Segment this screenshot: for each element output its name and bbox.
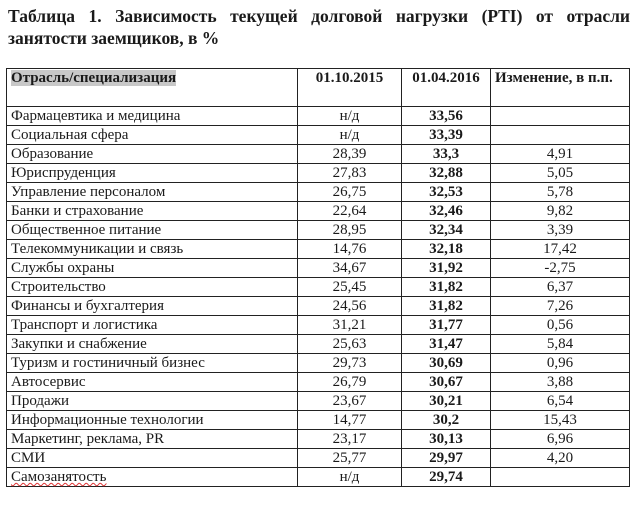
change-cell — [491, 107, 630, 126]
change-cell: 5,84 — [491, 335, 630, 354]
value-2015-cell: н/д — [298, 107, 402, 126]
header-date-2015: 01.10.2015 — [298, 69, 402, 107]
value-2016-cell: 30,13 — [402, 430, 491, 449]
industry-cell: Социальная сфера — [7, 126, 298, 145]
change-cell — [491, 126, 630, 145]
table-row — [7, 354, 630, 373]
industry-cell: Закупки и снабжение — [7, 335, 298, 354]
value-2015-cell: 23,17 — [298, 430, 402, 449]
industry-cell: Финансы и бухгалтерия — [7, 297, 298, 316]
value-2016-cell: 30,69 — [402, 354, 491, 373]
industry-cell: Транспорт и логистика — [7, 316, 298, 335]
value-2016-cell: 30,2 — [402, 411, 491, 430]
industry-cell: Образование — [7, 145, 298, 164]
industry-cell: Телекоммуникации и связь — [7, 240, 298, 259]
header-date-2016: 01.04.2016 — [402, 69, 491, 107]
value-2015-cell: 28,39 — [298, 145, 402, 164]
industry-cell: Маркетинг, реклама, PR — [7, 430, 298, 449]
value-2015-cell: 14,76 — [298, 240, 402, 259]
table-row — [7, 278, 630, 297]
value-2015-cell: 23,67 — [298, 392, 402, 411]
value-2016-cell: 33,56 — [402, 107, 491, 126]
change-cell: 7,26 — [491, 297, 630, 316]
table-row — [7, 221, 630, 240]
change-cell: 3,88 — [491, 373, 630, 392]
pti-table — [6, 68, 630, 487]
value-2015-cell: 25,77 — [298, 449, 402, 468]
industry-cell: Самозанятость — [7, 468, 298, 487]
value-2015-cell: 22,64 — [298, 202, 402, 221]
industry-cell: СМИ — [7, 449, 298, 468]
change-cell: 0,96 — [491, 354, 630, 373]
value-2015-cell: 14,77 — [298, 411, 402, 430]
value-2016-cell: 29,97 — [402, 449, 491, 468]
table-row — [7, 430, 630, 449]
value-2015-cell: 26,75 — [298, 183, 402, 202]
value-2016-cell: 30,21 — [402, 392, 491, 411]
table-row — [7, 107, 630, 126]
change-cell: 3,39 — [491, 221, 630, 240]
value-2016-cell: 31,82 — [402, 297, 491, 316]
table-row — [7, 316, 630, 335]
value-2016-cell: 32,18 — [402, 240, 491, 259]
caption-line-1: Таблица 1. Зависимость текущей долговой нагрузки (PTI) от отрасли — [8, 6, 630, 26]
table-row — [7, 183, 630, 202]
industry-cell: Продажи — [7, 392, 298, 411]
industry-cell: Службы охраны — [7, 259, 298, 278]
value-2016-cell: 29,74 — [402, 468, 491, 487]
industry-cell: Информационные технологии — [7, 411, 298, 430]
table-row — [7, 259, 630, 278]
value-2016-cell: 33,3 — [402, 145, 491, 164]
caption-line-2: занятости заемщиков, в % — [8, 28, 220, 48]
header-change: Изменение, в п.п. — [491, 69, 630, 107]
change-cell: 17,42 — [491, 240, 630, 259]
value-2016-cell: 32,53 — [402, 183, 491, 202]
table-row — [7, 335, 630, 354]
table-row — [7, 468, 630, 487]
value-2015-cell: 27,83 — [298, 164, 402, 183]
table-row — [7, 373, 630, 392]
value-2016-cell: 32,88 — [402, 164, 491, 183]
industry-cell: Автосервис — [7, 373, 298, 392]
change-cell: 0,56 — [491, 316, 630, 335]
change-cell: 5,05 — [491, 164, 630, 183]
value-2016-cell: 31,92 — [402, 259, 491, 278]
table-row — [7, 411, 630, 430]
industry-cell: Общественное питание — [7, 221, 298, 240]
value-2015-cell: 26,79 — [298, 373, 402, 392]
value-2016-cell: 30,67 — [402, 373, 491, 392]
industry-cell: Фармацевтика и медицина — [7, 107, 298, 126]
value-2016-cell: 32,46 — [402, 202, 491, 221]
value-2015-cell: 28,95 — [298, 221, 402, 240]
value-2015-cell: 24,56 — [298, 297, 402, 316]
value-2016-cell: 31,47 — [402, 335, 491, 354]
table-row — [7, 392, 630, 411]
change-cell: -2,75 — [491, 259, 630, 278]
industry-cell: Управление персоналом — [7, 183, 298, 202]
industry-cell: Туризм и гостиничный бизнес — [7, 354, 298, 373]
change-cell: 6,96 — [491, 430, 630, 449]
header-row — [7, 69, 630, 107]
change-cell — [491, 468, 630, 487]
table-row — [7, 449, 630, 468]
change-cell: 4,20 — [491, 449, 630, 468]
change-cell: 6,37 — [491, 278, 630, 297]
change-cell: 6,54 — [491, 392, 630, 411]
change-cell: 4,91 — [491, 145, 630, 164]
header-industry — [7, 69, 298, 107]
value-2015-cell: 34,67 — [298, 259, 402, 278]
value-2015-cell: 25,45 — [298, 278, 402, 297]
table-row — [7, 240, 630, 259]
change-cell: 9,82 — [491, 202, 630, 221]
header-industry-label: Отрасль/специализация — [11, 70, 177, 86]
table-row — [7, 202, 630, 221]
table-caption — [8, 5, 630, 49]
value-2016-cell: 31,77 — [402, 316, 491, 335]
table-row — [7, 297, 630, 316]
value-2015-cell: 31,21 — [298, 316, 402, 335]
industry-cell: Юриспруденция — [7, 164, 298, 183]
table-row — [7, 164, 630, 183]
table-row — [7, 145, 630, 164]
value-2015-cell: 25,63 — [298, 335, 402, 354]
value-2015-cell: н/д — [298, 126, 402, 145]
value-2016-cell: 31,82 — [402, 278, 491, 297]
value-2015-cell: н/д — [298, 468, 402, 487]
change-cell: 5,78 — [491, 183, 630, 202]
value-2015-cell: 29,73 — [298, 354, 402, 373]
industry-cell: Банки и страхование — [7, 202, 298, 221]
table-row — [7, 126, 630, 145]
value-2016-cell: 32,34 — [402, 221, 491, 240]
value-2016-cell: 33,39 — [402, 126, 491, 145]
change-cell: 15,43 — [491, 411, 630, 430]
industry-cell: Строительство — [7, 278, 298, 297]
